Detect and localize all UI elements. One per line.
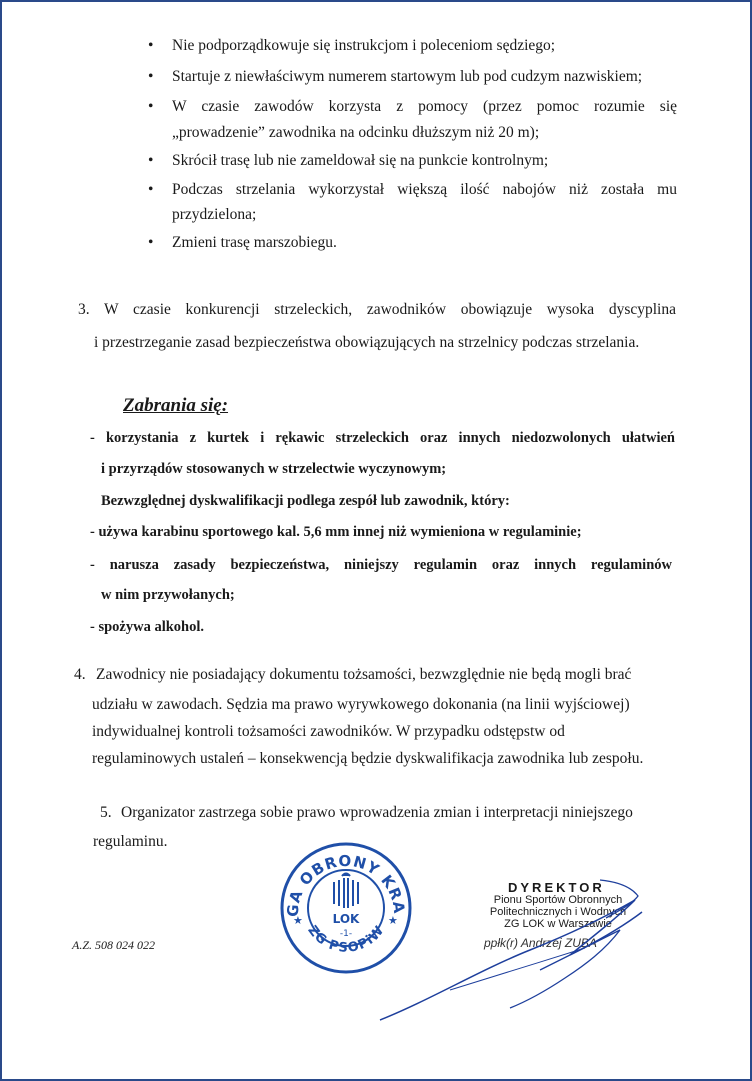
bullet-dot: • (148, 37, 154, 54)
point-4-number: 4. (74, 666, 86, 683)
point-4-line-1: Zawodnicy nie posiadający dokumentu tożsamości, bezwzględnie nie będą mogli brać (96, 666, 632, 683)
signature-line-2: Politechnicznych i Wodnych (489, 906, 627, 918)
point-4-line-2: udziału w zawodach. Sędzia ma prawo wyrywkowego dokonania (na linii wyjściowej) (92, 696, 630, 713)
stamp-number: -1- (339, 929, 353, 939)
point-4-line-4: regulaminowych ustaleń – konsekwencją będzie dyskwalifikacja zawodnika lub zespołu. (92, 750, 644, 767)
bullet-dot: • (148, 68, 154, 85)
prohibited-line-4: - używa karabinu sportowego kal. 5,6 mm innej niż wymieniona w regulaminie; (90, 524, 582, 540)
bullet-dot: • (148, 181, 154, 198)
prohibited-line-3: Bezwzględnej dyskwalifikacji podlega zespół lub zawodnik, który: (101, 493, 510, 509)
stamp-top-text: GA OBRONY KRA (283, 851, 409, 918)
stamp-center-text: LOK (332, 912, 360, 926)
bullet-item-3-line-1: W czasie zawodów korzysta z pomocy (przez pomoc rozumie się (172, 98, 677, 115)
stamp-star-right: ★ (388, 914, 398, 927)
prohibited-heading: Zabrania się: (123, 395, 229, 416)
stamp-star-left: ★ (293, 914, 303, 927)
signature-title: DYREKTOR (508, 880, 605, 895)
signature-name: ppłk(r) Andrzej ZUBA (484, 936, 597, 950)
bullet-dot: • (148, 152, 154, 169)
point-3-line-1: W czasie konkurencji strzeleckich, zawodników obowiązuje wysoka dyscyplina (104, 301, 676, 318)
bullet-item-4: Skrócił trasę lub nie zameldował się na punkcie kontrolnym; (172, 152, 549, 169)
point-3-line-2: i przestrzeganie zasad bezpieczeństwa obowiązujących na strzelnicy podczas strzelania. (94, 334, 640, 351)
point-3-number: 3. (78, 301, 90, 318)
prohibited-line-1: - korzystania z kurtek i rękawic strzeleckich oraz innych niedozwolonych ułatwień (90, 430, 675, 446)
handwritten-signature-icon (370, 860, 670, 1030)
prohibited-line-7: - spożywa alkohol. (90, 619, 205, 635)
eagle-emblem-icon (334, 874, 358, 909)
bullet-item-1: Nie podporządkowuje się instrukcjom i poleceniom sędziego; (172, 37, 556, 54)
bullet-item-5-line-2: przydzielona; (172, 206, 257, 223)
prohibited-line-2: i przyrządów stosowanych w strzelectwie wyczynowym; (101, 461, 447, 477)
bullet-item-6: Zmieni trasę marszobiegu. (172, 234, 337, 251)
prohibited-line-5: - narusza zasady bezpieczeństwa, niniejszy regulamin oraz innych regulaminów (90, 557, 672, 573)
signature-line-1: Pionu Sportów Obronnych (493, 894, 623, 906)
point-5-number: 5. (100, 804, 112, 821)
bullet-dot: • (148, 98, 154, 115)
stamp-bottom-text: ZG PSOPiW (304, 922, 388, 956)
bullet-item-2: Startuje z niewłaściwym numerem startowym lub pod cudzym nazwiskiem; (172, 68, 643, 85)
point-5-line-1: Organizator zastrzega sobie prawo wprowadzenia zmian i interpretacji niniejszego (121, 804, 633, 821)
prohibited-line-6: w nim przywołanych; (101, 587, 235, 603)
bullet-item-3-line-2: „prowadzenie” zawodnika na odcinku dłuższym niż 20 m); (172, 124, 540, 141)
bullet-item-5-line-1: Podczas strzelania wykorzystał większą ilość nabojów niż została mu (172, 181, 677, 198)
point-5-line-2: regulaminu. (93, 833, 168, 850)
signature-line-3: ZG LOK w Warszawie (504, 918, 612, 930)
document-code: A.Z. 508 024 022 (72, 938, 156, 952)
bullet-dot: • (148, 234, 154, 251)
point-4-line-3: indywidualnej kontroli tożsamości zawodników. W przypadku odstępstw od (92, 723, 565, 740)
